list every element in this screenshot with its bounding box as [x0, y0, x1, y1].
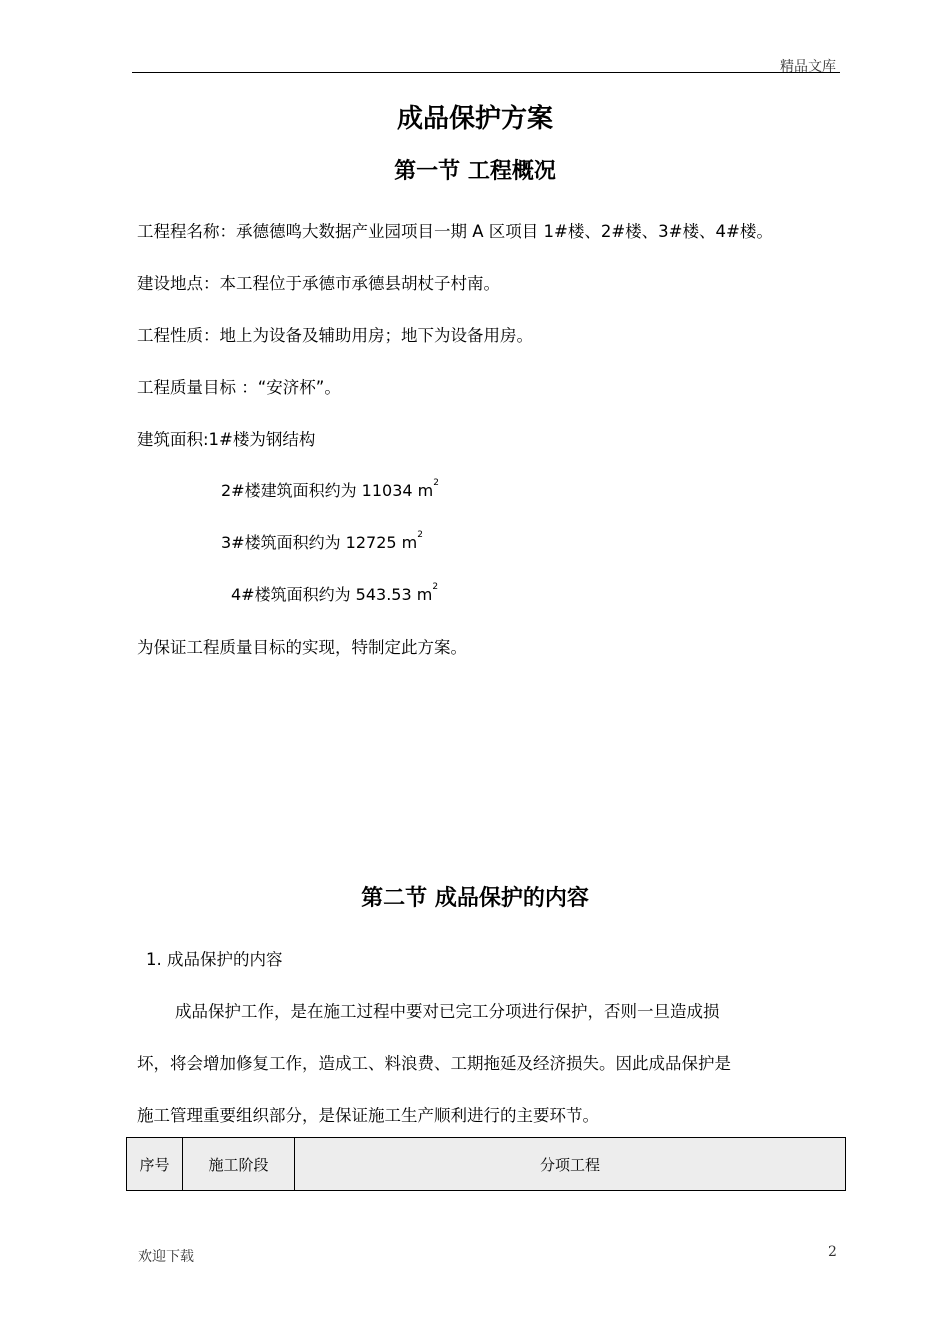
closing-line: 为保证工程质量目标的实现，特制定此方案。 — [137, 638, 467, 657]
area-2-line — [221, 478, 439, 501]
item-heading: 1. 成品保护的内容 — [146, 950, 283, 969]
project-name-line: 工程程名称：承德德鸣大数据产业园项目一期 A 区项目 1#楼、2#楼、3#楼、4#楼。 — [137, 222, 773, 241]
area-3-sup: 2 — [417, 530, 423, 540]
area-3-line — [221, 530, 423, 553]
footer-text: 欢迎下载 — [138, 1249, 194, 1265]
area-2-sup: 2 — [433, 478, 439, 488]
table-header-work-item: 分项工程 — [295, 1138, 846, 1191]
area-3-text: 3#楼筑面积约为 12725 m — [221, 533, 418, 552]
paragraph-line-2: 坏，将会增加修复工作，造成工、料浪费、工期拖延及经济损失。因此成品保护是 — [137, 1054, 731, 1073]
table-header-index: 序号 — [127, 1138, 183, 1191]
header-rule — [132, 72, 840, 73]
section-2-title: 第二节 成品保护的内容 — [361, 886, 589, 911]
project-nature-line: 工程性质：地上为设备及辅助用房；地下为设备用房。 — [137, 326, 533, 345]
section-1-title: 第一节 工程概况 — [394, 159, 556, 184]
work-items-table — [126, 1137, 846, 1191]
area-4-sup: 2 — [432, 582, 439, 592]
paragraph-line-1: 成品保护工作，是在施工过程中要对已完工分项进行保护，否则一旦造成损 — [175, 1002, 720, 1021]
page-number: 2 — [828, 1244, 837, 1260]
area-2-text: 2#楼建筑面积约为 11034 m — [221, 481, 434, 500]
table-header-stage: 施工阶段 — [183, 1138, 295, 1191]
table-header-row — [127, 1138, 846, 1191]
construction-site-line: 建设地点：本工程位于承德市承德县胡杖子村南。 — [137, 274, 500, 293]
paragraph-line-3: 施工管理重要组织部分，是保证施工生产顺利进行的主要环节。 — [137, 1106, 599, 1125]
building-area-line: 建筑面积:1#楼为钢结构 — [137, 430, 316, 449]
header-text: 精品文库 — [780, 59, 836, 75]
document-title: 成品保护方案 — [396, 104, 553, 134]
area-4-text: 4#楼筑面积约为 543.53 m — [231, 585, 433, 604]
quality-target-line: 工程质量目标 ：“安济杯”。 — [137, 378, 341, 397]
area-4-line — [231, 582, 438, 605]
